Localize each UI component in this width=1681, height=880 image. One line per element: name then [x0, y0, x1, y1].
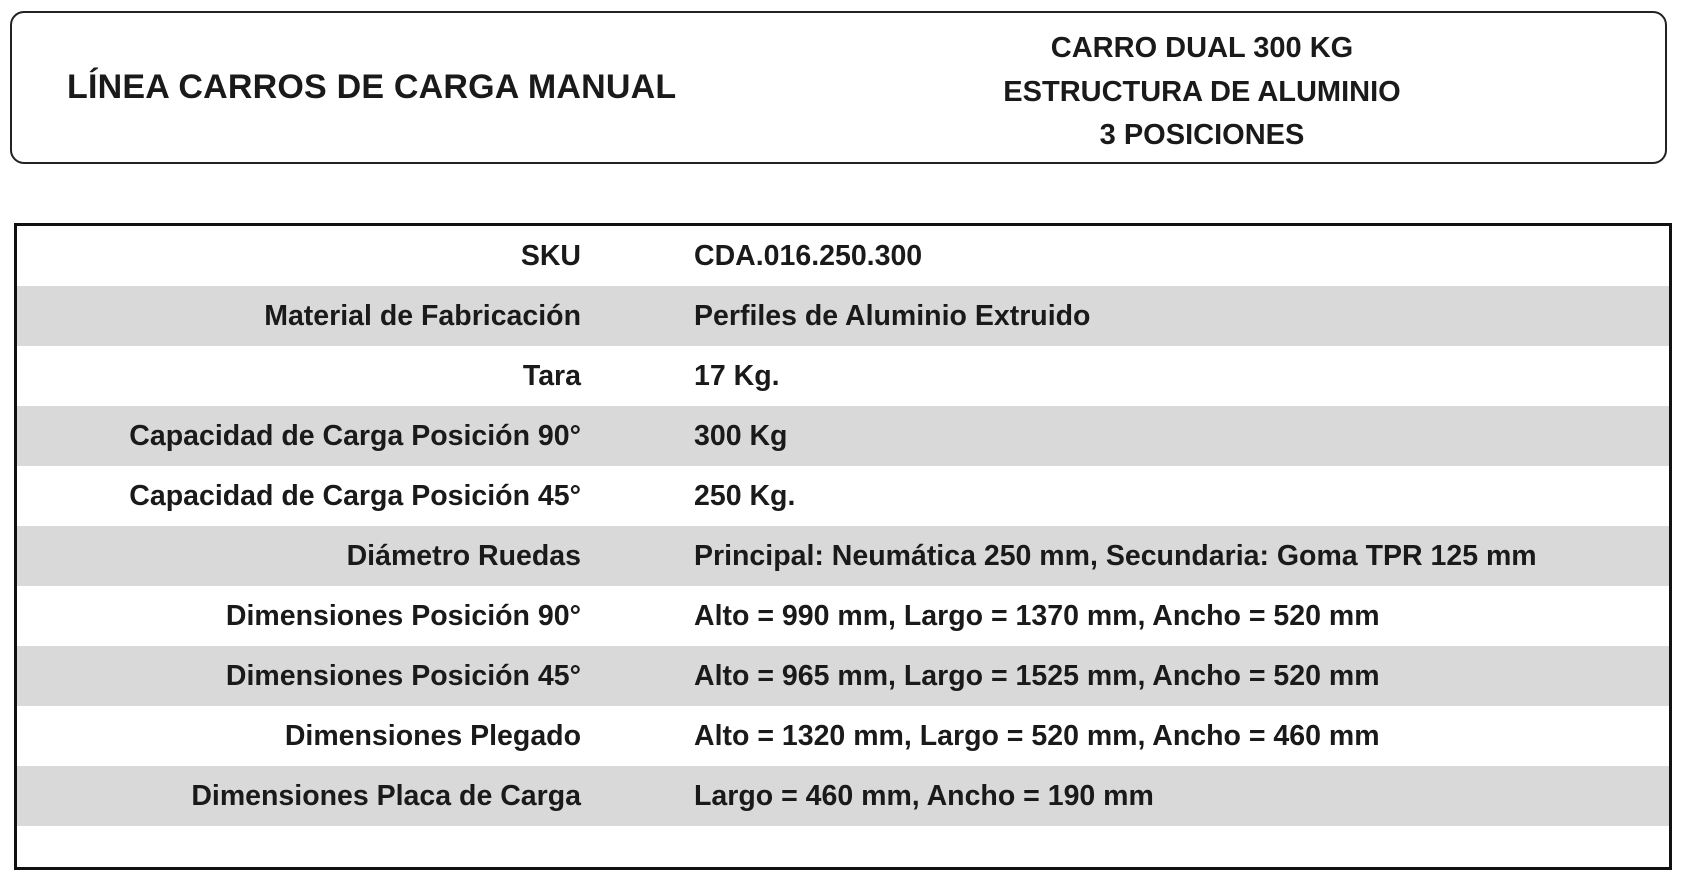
spec-row-dimensions-45 [17, 646, 1669, 706]
spec-label: Dimensiones Plegado [284, 719, 581, 752]
spec-value: CDA.016.250.300 [694, 239, 923, 272]
spec-label: Diámetro Ruedas [346, 539, 581, 572]
spec-value: Alto = 965 mm, Largo = 1525 mm, Ancho = 520 mm [694, 659, 1380, 692]
product-name-line-2: ESTRUCTURA DE ALUMINIO [1003, 75, 1401, 108]
spec-value: 300 Kg [694, 419, 788, 452]
spec-value: Alto = 990 mm, Largo = 1370 mm, Ancho = 520 mm [694, 599, 1380, 632]
spec-row-dimensions-folded [17, 706, 1669, 766]
spec-value: Largo = 460 mm, Ancho = 190 mm [694, 779, 1154, 812]
spec-label: Capacidad de Carga Posición 90° [129, 419, 581, 452]
spec-value: Perfiles de Aluminio Extruido [694, 299, 1091, 332]
product-name-line-1: CARRO DUAL 300 KG [1050, 32, 1354, 64]
spec-row-sku [17, 226, 1669, 286]
spec-label: Material de Fabricación [264, 299, 581, 332]
header-box [10, 11, 1667, 164]
spec-value: Alto = 1320 mm, Largo = 520 mm, Ancho = 460 mm [694, 719, 1380, 752]
spec-row-dimensions-90 [17, 586, 1669, 646]
spec-label: SKU [520, 239, 581, 272]
spec-row-material [17, 286, 1669, 346]
spec-label: Capacidad de Carga Posición 45° [129, 479, 581, 512]
spec-row-wheel-diameter [17, 526, 1669, 586]
spec-label: Dimensiones Posición 90° [225, 599, 581, 632]
spec-row-tara [17, 346, 1669, 406]
spec-label: Tara [522, 359, 581, 392]
product-line-title: LÍNEA CARROS DE CARGA MANUAL [67, 68, 677, 106]
spec-value: Principal: Neumática 250 mm, Secundaria: Goma TPR 125 mm [694, 539, 1537, 572]
spec-value: 17 Kg. [694, 359, 780, 392]
spec-row-capacity-45 [17, 466, 1669, 526]
spec-row-plate-dimensions [17, 766, 1669, 826]
spec-row-capacity-90 [17, 406, 1669, 466]
spec-value: 250 Kg. [694, 479, 796, 512]
spec-label: Dimensiones Posición 45° [225, 659, 581, 692]
spec-table [14, 223, 1672, 870]
product-name-line-3: 3 POSICIONES [1099, 119, 1305, 151]
spec-label: Dimensiones Placa de Carga [191, 779, 581, 812]
product-name-block [872, 27, 1532, 158]
